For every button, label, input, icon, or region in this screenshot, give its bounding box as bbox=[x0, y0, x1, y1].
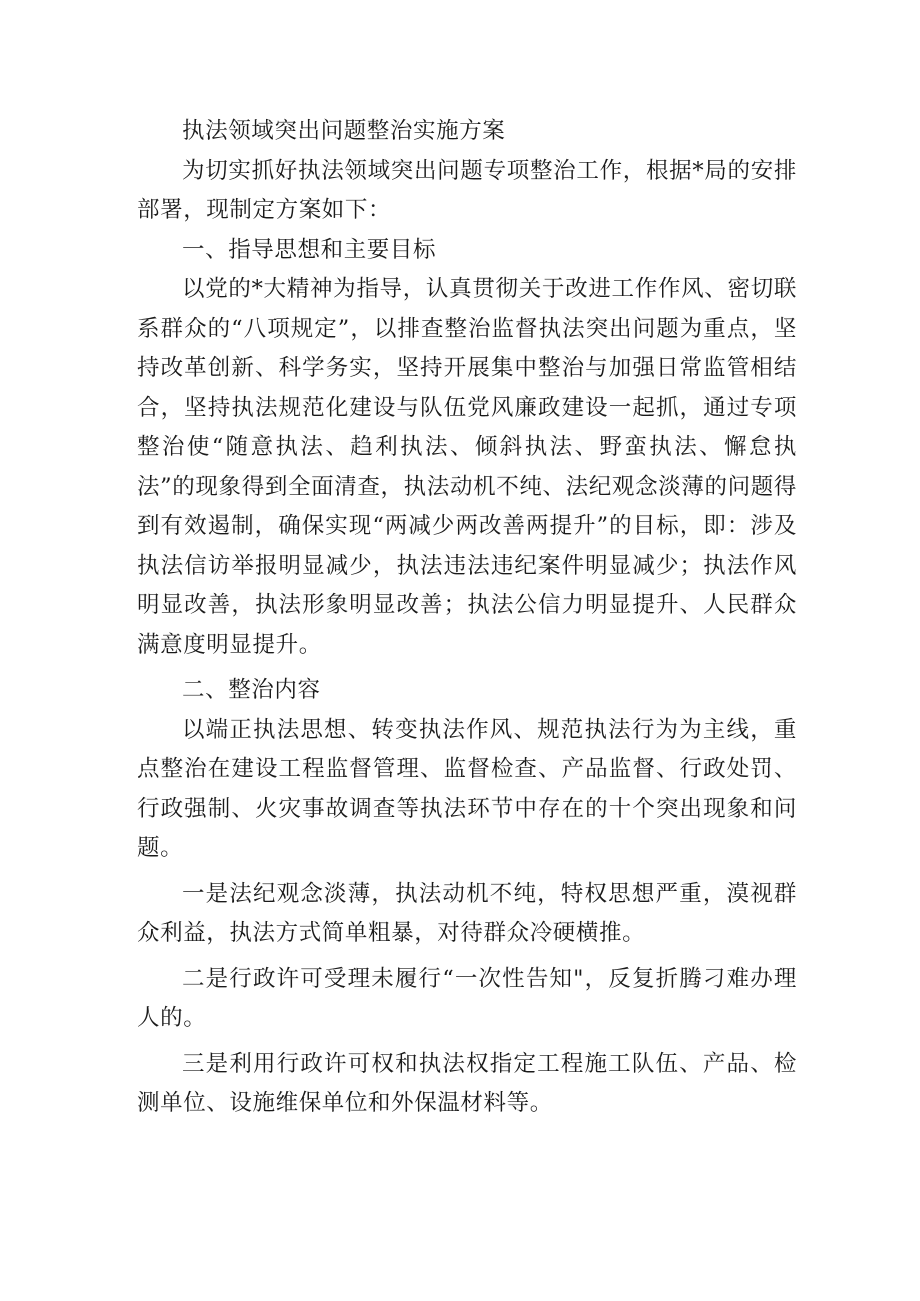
section-heading-guiding-ideology: 一、指导思想和主要目标 bbox=[182, 236, 437, 263]
section-heading-rectification-content: 二、整治内容 bbox=[182, 677, 321, 703]
issue-two-paragraph: 二是行政许可受理未履行“一次性告知"，反复折腾刁难办理人的。 bbox=[137, 965, 797, 1031]
issue-one-paragraph: 一是法纪观念淡薄，执法动机不纯，特权思想严重，漠视群众利益，执法方式简单粗暴，对待群众冷硬横推。 bbox=[137, 880, 797, 946]
document-title: 执法领域突出问题整治实施方案 bbox=[182, 118, 506, 144]
issue-three-paragraph: 三是利用行政许可权和执法权指定工程施工队伍、产品、检测单位、设施维保单位和外保温材料等。 bbox=[137, 1050, 797, 1116]
guiding-ideology-paragraph: 以党的*大精神为指导，认真贯彻关于改进工作作风、密切联系群众的“八项规定”，以排查整治监督执法突出问题为重点，坚持改革创新、科学务实，坚持开展集中整治与加强日常监管相结合，坚持执法规范化建设与队伍党风廉政建设一起抓，通过专项整治使“随意执法、趋利执法、倾斜执法、野蛮执法、懈怠执法”的现象得到全面清查，执法动机不纯、法纪观念淡薄的问题得到有效遏制，确保实现“两减少两改善两提升”的目标，即：涉及执法信访举报明显减少，执法违法违纪案件明显减少；执法作风明显改善，执法形象明显改善；执法公信力明显提升、人民群众满意度明显提升。 bbox=[137, 276, 797, 658]
intro-paragraph: 为切实抓好执法领域突出问题专项整治工作，根据*局的安排部署，现制定方案如下： bbox=[137, 157, 797, 223]
rectification-content-paragraph: 以端正执法思想、转变执法作风、规范执法行为为主线，重点整治在建设工程监督管理、监督检查、产品监督、行政处罚、行政强制、火灾事故调查等执法环节中存在的十个突出现象和问题。 bbox=[137, 716, 797, 861]
document-body bbox=[137, 112, 797, 1124]
